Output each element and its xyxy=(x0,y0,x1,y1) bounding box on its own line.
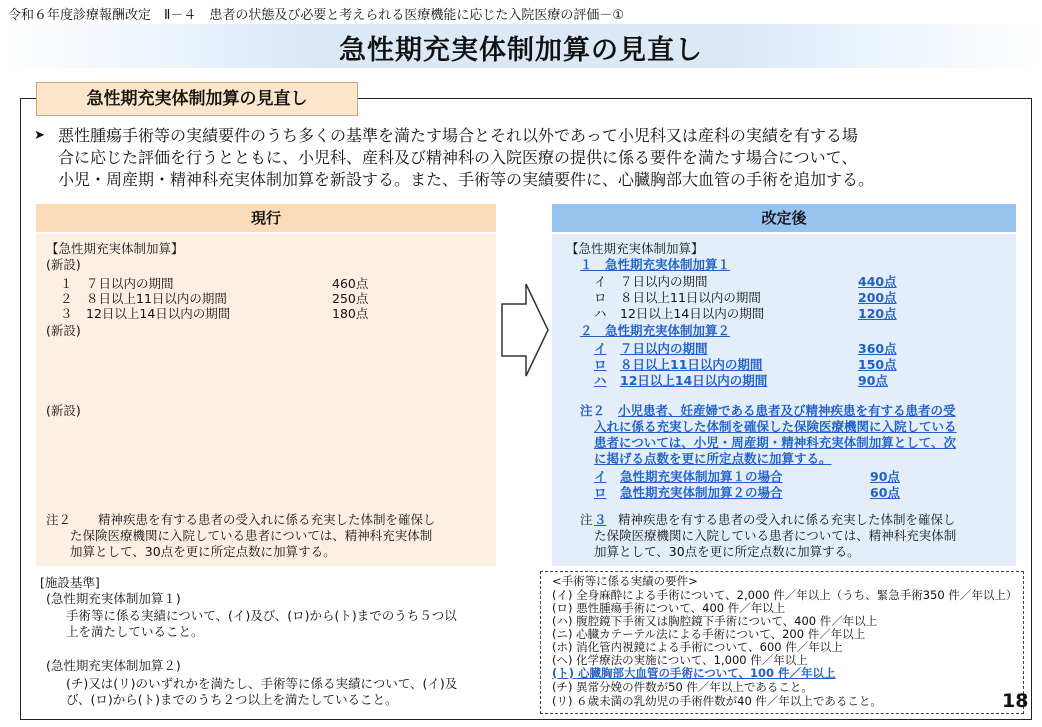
revised-heading: 改定後 xyxy=(552,204,1016,232)
revised-note3-line: 加算として、30点を更に所定点数に加算する。 xyxy=(594,544,860,559)
summary-line: 小児・周産期・精神科充実体制加算を新設する。また、手術等の実績要件に、心臓胸部大血管の手術を追加する。 xyxy=(58,170,875,189)
revised-note3-line: 精神疾患を有する患者の受入れに係る充実した体制を確保し xyxy=(618,512,956,527)
requirement-item: (ヘ) 化学療法の実施について、1,000 件／年以上 xyxy=(552,653,808,667)
slide-header: 令和６年度診療報酬改定 Ⅱ－４ 患者の状態及び必要と考えられる医療機能に応じた入院医療の評価－① xyxy=(8,8,625,23)
current-note-line: 加算として、30点を更に所定点数に加算する。 xyxy=(70,544,336,559)
page-number: 18 xyxy=(1002,690,1029,712)
requirements-title: <手術等に係る実績の要件> xyxy=(552,574,698,588)
criteria-a2-line: (チ)又は(リ)のいずれかを満たし、手術等に係る実績について、(イ)及 xyxy=(66,676,458,691)
current-item-no: ３ xyxy=(60,306,73,321)
section-label: 急性期充実体制加算の見直し xyxy=(36,82,358,116)
requirement-item: (ハ) 腹腔鏡下手術又は胸腔鏡下手術について、400 件／年以上 xyxy=(552,614,878,628)
revised-item-points: 120点 xyxy=(858,306,897,321)
page-title: 急性期充実体制加算の見直し xyxy=(339,35,703,66)
criteria-a1-line: 上を満たしていること。 xyxy=(66,624,204,639)
arrow-right-icon xyxy=(500,282,550,378)
requirement-item: (ロ) 悪性腫瘍手術について、400 件／年以上 xyxy=(552,601,786,615)
revised-item-no: ロ xyxy=(594,290,607,305)
revised-note2-line: 入れに係る充実した体制を確保した保険医療機関に入院している xyxy=(594,419,957,434)
revised-item-label: ８日以上11日以内の期間 xyxy=(620,357,763,372)
criteria-a1-label: (急性期充実体制加算１) xyxy=(46,591,181,606)
revised-item-points: 200点 xyxy=(858,290,897,305)
requirement-item: (チ) 異常分娩の件数が50 件／年以上であること。 xyxy=(552,680,813,694)
revised-note2-item-label: 急性期充実体制加算２の場合 xyxy=(620,485,783,500)
current-new-1: (新設) xyxy=(46,257,81,272)
criteria-a1-line: 手術等に係る実績について、(イ)及び、(ロ)から(ト)までのうち５つ以 xyxy=(66,608,457,623)
revised-item-points: 440点 xyxy=(858,274,897,289)
revised-note3-num: ３ xyxy=(594,512,607,527)
criteria-title: [施設基準] xyxy=(40,575,100,590)
current-item-label: 12日以上14日以内の期間 xyxy=(86,306,231,321)
current-note-label: 注２ xyxy=(46,512,72,527)
current-item-points: 180点 xyxy=(332,306,369,321)
requirement-item: (ニ) 心臓カテーテル法による手術について、200 件／年以上 xyxy=(552,627,866,641)
requirement-item: (ホ) 消化管内視鏡による手術について、600 件／年以上 xyxy=(552,640,843,654)
revised-item-label: ７日以内の期間 xyxy=(620,341,708,356)
current-item-no: ２ xyxy=(60,291,73,306)
revised-note2-item-label: 急性期充実体制加算１の場合 xyxy=(620,469,783,484)
current-new-2: (新設) xyxy=(46,323,81,338)
revised-note2-line: に掲げる点数を更に所定点数に加算する。 xyxy=(594,451,832,466)
revised-item-label: ７日以内の期間 xyxy=(620,274,708,289)
revised-item-no: ロ xyxy=(594,357,607,372)
revised-title: 【急性期充実体制加算】 xyxy=(566,241,704,256)
requirement-item: (リ) ６歳未満の乳幼児の手術件数が40 件／年以上であること。 xyxy=(552,694,882,708)
revised-item-points: 150点 xyxy=(858,357,897,372)
revised-note2-item-no: ロ xyxy=(594,485,607,500)
revised-item-no: ハ xyxy=(594,306,607,321)
revised-note2-label: 注２ xyxy=(580,403,606,418)
bullet-arrow-icon: ➤ xyxy=(34,128,45,143)
revised-item-no: イ xyxy=(594,341,607,356)
revised-note2-line: 患者については、小児・周産期・精神科充実体制加算として、次 xyxy=(594,435,957,450)
revised-group2-label: ２ 急性期充実体制加算２ xyxy=(580,323,731,338)
current-item-label: ７日以内の期間 xyxy=(86,276,174,291)
revised-item-label: ８日以上11日以内の期間 xyxy=(620,290,761,305)
current-note-line: 精神疾患を有する患者の受入れに係る充実した体制を確保し xyxy=(98,512,436,527)
revised-item-label: 12日以上14日以内の期間 xyxy=(620,306,765,321)
revised-note2-item-points: 90点 xyxy=(870,469,900,484)
requirement-item: (イ) 全身麻酔による手術について、2,000 件／年以上（うち、緊急手術350 件／年以上） xyxy=(552,588,1018,602)
revised-note3-line: た保険医療機関に入院している患者については、精神科充実体制 xyxy=(594,528,957,543)
current-item-label: ８日以上11日以内の期間 xyxy=(86,291,227,306)
revised-note2-item-no: イ xyxy=(594,469,607,484)
summary-line: 合に応じた評価を行うとともに、小児科、産科及び精神科の入院医療の提供に係る要件を満たす場合について、 xyxy=(58,148,858,167)
current-note-line: た保険医療機関に入院している患者については、精神科充実体制 xyxy=(70,528,433,543)
current-item-no: １ xyxy=(60,276,73,291)
current-new-3: (新設) xyxy=(46,403,81,418)
current-title: 【急性期充実体制加算】 xyxy=(46,241,184,256)
revised-item-no: イ xyxy=(594,274,607,289)
revised-item-no: ハ xyxy=(594,373,607,388)
summary xyxy=(34,125,1024,191)
revised-note3-prefix: 注 xyxy=(580,512,593,527)
revised-item-label: 12日以上14日以内の期間 xyxy=(620,373,768,388)
requirement-item-added: (ト) 心臓胸部大血管の手術について、100 件／年以上 xyxy=(552,666,836,680)
revised-note2-item-points: 60点 xyxy=(870,485,900,500)
criteria-a2-label: (急性期充実体制加算２) xyxy=(46,658,181,673)
revised-note2-line: 小児患者、妊産婦である患者及び精神疾患を有する患者の受 xyxy=(618,403,956,418)
current-item-points: 460点 xyxy=(332,276,369,291)
summary-line: 悪性腫瘍手術等の実績要件のうち多くの基準を満たす場合とそれ以外であって小児科又は産科の実績を有する場 xyxy=(58,126,858,145)
revised-group1-label: １ 急性期充実体制加算１ xyxy=(580,257,731,272)
current-item-points: 250点 xyxy=(332,291,369,306)
criteria-a2-line: び、(ロ)から(ト)までのうち２つ以上を満たしていること。 xyxy=(66,692,398,707)
revised-item-points: 90点 xyxy=(858,373,888,388)
revised-item-points: 360点 xyxy=(858,341,897,356)
current-heading: 現行 xyxy=(36,204,496,232)
